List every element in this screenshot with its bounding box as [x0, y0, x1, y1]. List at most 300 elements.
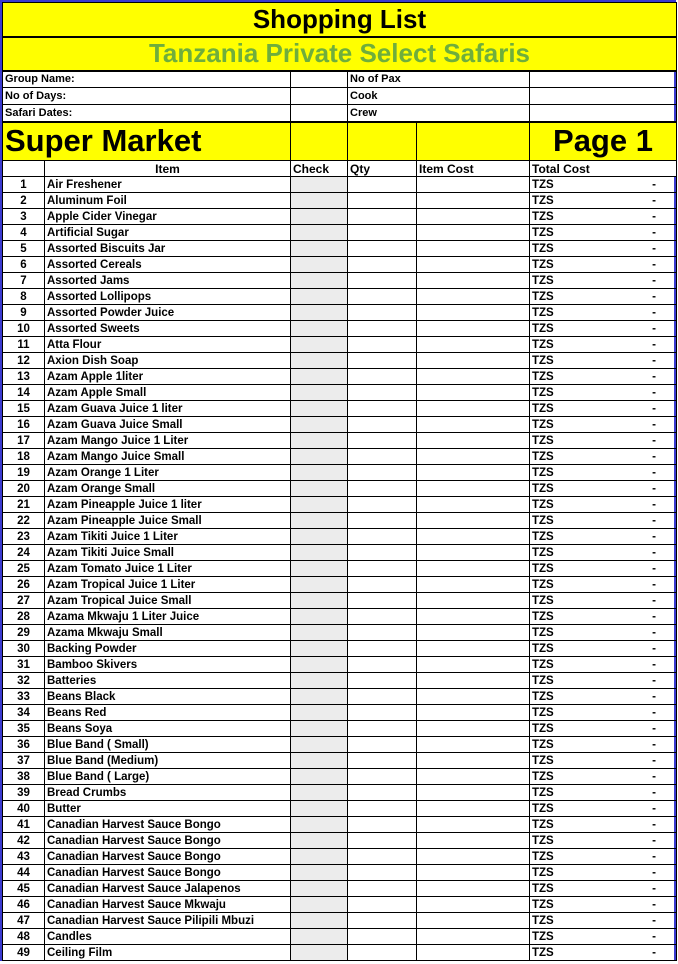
check-cell[interactable] [291, 913, 348, 929]
item-cost-cell[interactable] [417, 865, 530, 881]
total-dash: - [652, 370, 656, 383]
qty-cell[interactable] [348, 561, 417, 577]
table-row [3, 257, 677, 273]
row-number: 48 [3, 929, 45, 945]
item-name: Bamboo Skivers [45, 657, 291, 673]
check-cell[interactable] [291, 497, 348, 513]
item-cost-cell[interactable] [417, 465, 530, 481]
currency-label: TZS [532, 194, 554, 207]
currency-label: TZS [532, 322, 554, 335]
currency-label: TZS [532, 210, 554, 223]
check-cell[interactable] [291, 609, 348, 625]
check-cell[interactable] [291, 305, 348, 321]
no-of-pax-cell[interactable] [530, 71, 677, 88]
total-dash: - [652, 626, 656, 639]
item-name: Azam Apple 1liter [45, 369, 291, 385]
item-cost-cell[interactable] [417, 241, 530, 257]
check-cell[interactable] [291, 481, 348, 497]
item-cost-cell[interactable] [417, 385, 530, 401]
table-row [3, 241, 677, 257]
check-cell[interactable] [291, 625, 348, 641]
total-dash: - [652, 594, 656, 607]
check-cell[interactable] [291, 177, 348, 193]
check-cell[interactable] [291, 593, 348, 609]
qty-cell[interactable] [348, 289, 417, 305]
currency-label: TZS [532, 578, 554, 591]
check-cell[interactable] [291, 273, 348, 289]
currency-label: TZS [532, 674, 554, 687]
total-dash: - [652, 530, 656, 543]
qty-cell[interactable] [348, 577, 417, 593]
total-cost-cell [530, 225, 677, 241]
item-cost-cell[interactable] [417, 785, 530, 801]
currency-label: TZS [532, 514, 554, 527]
item-cost-cell[interactable] [417, 289, 530, 305]
row-number: 17 [3, 433, 45, 449]
qty-cell[interactable] [348, 753, 417, 769]
qty-cell[interactable] [348, 833, 417, 849]
row-number: 33 [3, 689, 45, 705]
company-name: Tanzania Private Select Safaris [3, 37, 677, 71]
item-cost-cell[interactable] [417, 353, 530, 369]
item-cost-cell[interactable] [417, 673, 530, 689]
currency-label: TZS [532, 258, 554, 271]
total-dash: - [652, 802, 656, 815]
item-cost-cell[interactable] [417, 881, 530, 897]
total-cost-cell [530, 273, 677, 289]
check-cell[interactable] [291, 769, 348, 785]
item-name: Canadian Harvest Sauce Bongo [45, 849, 291, 865]
currency-label: TZS [532, 866, 554, 879]
qty-cell[interactable] [348, 401, 417, 417]
currency-label: TZS [532, 770, 554, 783]
check-cell[interactable] [291, 289, 348, 305]
check-cell[interactable] [291, 881, 348, 897]
row-number: 41 [3, 817, 45, 833]
total-dash: - [652, 706, 656, 719]
table-row [3, 209, 677, 225]
row-number: 42 [3, 833, 45, 849]
qty-cell[interactable] [348, 529, 417, 545]
qty-cell[interactable] [348, 817, 417, 833]
check-cell[interactable] [291, 753, 348, 769]
qty-cell[interactable] [348, 785, 417, 801]
qty-cell[interactable] [348, 897, 417, 913]
total-dash: - [652, 450, 656, 463]
item-name: Air Freshener [45, 177, 291, 193]
currency-label: TZS [532, 690, 554, 703]
item-name: Azama Mkwaju Small [45, 625, 291, 641]
qty-cell[interactable] [348, 673, 417, 689]
total-cost-cell [530, 673, 677, 689]
qty-cell[interactable] [348, 657, 417, 673]
total-dash: - [652, 850, 656, 863]
qty-cell[interactable] [348, 721, 417, 737]
qty-cell[interactable] [348, 321, 417, 337]
table-row [3, 321, 677, 337]
check-cell[interactable] [291, 385, 348, 401]
check-cell[interactable] [291, 737, 348, 753]
item-cost-cell[interactable] [417, 497, 530, 513]
item-name: Azam Guava Juice 1 liter [45, 401, 291, 417]
qty-cell[interactable] [348, 545, 417, 561]
item-name: Assorted Biscuits Jar [45, 241, 291, 257]
qty-cell[interactable] [348, 625, 417, 641]
item-cost-cell[interactable] [417, 945, 530, 961]
table-row [3, 833, 677, 849]
table-row [3, 369, 677, 385]
item-cost-cell[interactable] [417, 177, 530, 193]
item-cost-cell[interactable] [417, 305, 530, 321]
currency-label: TZS [532, 530, 554, 543]
item-name: Azam Orange 1 Liter [45, 465, 291, 481]
item-cost-cell[interactable] [417, 369, 530, 385]
check-cell[interactable] [291, 401, 348, 417]
row-number: 29 [3, 625, 45, 641]
table-row [3, 721, 677, 737]
item-name: Azam Tropical Juice 1 Liter [45, 577, 291, 593]
qty-cell[interactable] [348, 929, 417, 945]
row-number: 30 [3, 641, 45, 657]
qty-cell[interactable] [348, 193, 417, 209]
qty-cell[interactable] [348, 705, 417, 721]
table-row [3, 945, 677, 961]
item-cost-cell[interactable] [417, 849, 530, 865]
row-number: 8 [3, 289, 45, 305]
item-cost-cell[interactable] [417, 337, 530, 353]
check-cell[interactable] [291, 945, 348, 961]
table-row [3, 273, 677, 289]
check-cell[interactable] [291, 337, 348, 353]
qty-cell[interactable] [348, 497, 417, 513]
total-cost-cell [530, 769, 677, 785]
item-cost-cell[interactable] [417, 705, 530, 721]
item-cost-cell[interactable] [417, 769, 530, 785]
total-cost-cell [530, 593, 677, 609]
total-dash: - [652, 322, 656, 335]
item-cost-cell[interactable] [417, 401, 530, 417]
item-cost-cell[interactable] [417, 577, 530, 593]
item-cost-cell[interactable] [417, 737, 530, 753]
qty-cell[interactable] [348, 273, 417, 289]
check-cell[interactable] [291, 433, 348, 449]
item-cost-cell[interactable] [417, 609, 530, 625]
check-cell[interactable] [291, 353, 348, 369]
total-dash: - [652, 210, 656, 223]
table-row [3, 401, 677, 417]
item-cost-cell[interactable] [417, 753, 530, 769]
table-row [3, 641, 677, 657]
table-row [3, 769, 677, 785]
table-row [3, 497, 677, 513]
check-cell[interactable] [291, 369, 348, 385]
qty-cell[interactable] [348, 881, 417, 897]
total-dash: - [652, 674, 656, 687]
row-number: 16 [3, 417, 45, 433]
total-dash: - [652, 738, 656, 751]
item-cost-cell[interactable] [417, 513, 530, 529]
item-cost-cell[interactable] [417, 625, 530, 641]
qty-cell[interactable] [348, 737, 417, 753]
total-cost-cell [530, 241, 677, 257]
row-number: 44 [3, 865, 45, 881]
check-cell[interactable] [291, 801, 348, 817]
check-cell[interactable] [291, 833, 348, 849]
currency-label: TZS [532, 178, 554, 191]
qty-cell[interactable] [348, 769, 417, 785]
table-row [3, 817, 677, 833]
check-cell[interactable] [291, 545, 348, 561]
check-cell[interactable] [291, 561, 348, 577]
row-number: 25 [3, 561, 45, 577]
check-cell[interactable] [291, 529, 348, 545]
item-name: Bread Crumbs [45, 785, 291, 801]
total-cost-cell [530, 369, 677, 385]
qty-cell[interactable] [348, 385, 417, 401]
item-name: Blue Band (Medium) [45, 753, 291, 769]
item-cost-cell[interactable] [417, 833, 530, 849]
item-cost-cell[interactable] [417, 641, 530, 657]
item-cost-cell[interactable] [417, 801, 530, 817]
item-cost-cell[interactable] [417, 529, 530, 545]
row-number: 22 [3, 513, 45, 529]
table-row [3, 593, 677, 609]
check-cell[interactable] [291, 465, 348, 481]
row-number: 18 [3, 449, 45, 465]
item-cost-cell[interactable] [417, 209, 530, 225]
row-number: 39 [3, 785, 45, 801]
row-number: 4 [3, 225, 45, 241]
item-name: Assorted Jams [45, 273, 291, 289]
row-number: 20 [3, 481, 45, 497]
total-dash: - [652, 306, 656, 319]
check-cell[interactable] [291, 705, 348, 721]
row-number: 1 [3, 177, 45, 193]
qty-cell[interactable] [348, 449, 417, 465]
crew-cell[interactable] [530, 105, 677, 122]
total-cost-cell [530, 577, 677, 593]
item-cost-cell[interactable] [417, 689, 530, 705]
total-dash: - [652, 690, 656, 703]
qty-cell[interactable] [348, 177, 417, 193]
check-cell[interactable] [291, 513, 348, 529]
table-row [3, 305, 677, 321]
item-cost-cell[interactable] [417, 481, 530, 497]
qty-cell[interactable] [348, 913, 417, 929]
total-cost-cell [530, 945, 677, 961]
cook-cell[interactable] [530, 88, 677, 105]
check-cell[interactable] [291, 417, 348, 433]
qty-cell[interactable] [348, 305, 417, 321]
item-name: Canadian Harvest Sauce Bongo [45, 833, 291, 849]
currency-label: TZS [532, 914, 554, 927]
total-dash: - [652, 498, 656, 511]
total-cost-cell [530, 833, 677, 849]
safari-dates-cell[interactable] [291, 105, 348, 122]
item-name: Beans Soya [45, 721, 291, 737]
currency-label: TZS [532, 658, 554, 671]
total-cost-cell [530, 513, 677, 529]
check-cell[interactable] [291, 257, 348, 273]
table-row [3, 705, 677, 721]
total-cost-cell [530, 753, 677, 769]
qty-cell[interactable] [348, 241, 417, 257]
check-cell[interactable] [291, 865, 348, 881]
table-row [3, 545, 677, 561]
table-row [3, 849, 677, 865]
no-of-days-label: No of Days: [3, 88, 291, 105]
row-number: 38 [3, 769, 45, 785]
qty-cell[interactable] [348, 225, 417, 241]
qty-cell[interactable] [348, 945, 417, 961]
item-name: Canadian Harvest Sauce Pilipili Mbuzi [45, 913, 291, 929]
item-name: Artificial Sugar [45, 225, 291, 241]
item-cost-cell[interactable] [417, 929, 530, 945]
table-row [3, 897, 677, 913]
check-cell[interactable] [291, 641, 348, 657]
qty-cell[interactable] [348, 337, 417, 353]
qty-cell[interactable] [348, 353, 417, 369]
qty-cell[interactable] [348, 481, 417, 497]
check-cell[interactable] [291, 689, 348, 705]
item-cost-cell[interactable] [417, 657, 530, 673]
qty-cell[interactable] [348, 689, 417, 705]
table-row [3, 609, 677, 625]
table-row [3, 657, 677, 673]
check-cell[interactable] [291, 225, 348, 241]
qty-cell[interactable] [348, 801, 417, 817]
currency-label: TZS [532, 306, 554, 319]
qty-cell[interactable] [348, 209, 417, 225]
total-dash: - [652, 434, 656, 447]
check-cell[interactable] [291, 897, 348, 913]
item-cost-cell[interactable] [417, 593, 530, 609]
item-name: Blue Band ( Small) [45, 737, 291, 753]
total-dash: - [652, 770, 656, 783]
qty-cell[interactable] [348, 593, 417, 609]
item-cost-cell[interactable] [417, 817, 530, 833]
row-number: 26 [3, 577, 45, 593]
total-cost-cell [530, 657, 677, 673]
item-cost-cell[interactable] [417, 897, 530, 913]
item-cost-cell[interactable] [417, 721, 530, 737]
total-cost-cell [530, 865, 677, 881]
table-row [3, 449, 677, 465]
currency-label: TZS [532, 242, 554, 255]
check-cell[interactable] [291, 929, 348, 945]
check-cell[interactable] [291, 193, 348, 209]
qty-cell[interactable] [348, 257, 417, 273]
group-name-cell[interactable] [291, 71, 348, 88]
item-name: Beans Black [45, 689, 291, 705]
item-cost-cell[interactable] [417, 321, 530, 337]
row-number: 13 [3, 369, 45, 385]
total-dash: - [652, 354, 656, 367]
item-cost-cell[interactable] [417, 225, 530, 241]
item-name: Assorted Sweets [45, 321, 291, 337]
check-cell[interactable] [291, 577, 348, 593]
check-cell[interactable] [291, 209, 348, 225]
table-row [3, 673, 677, 689]
total-cost-cell [530, 913, 677, 929]
cook-label: Cook [348, 88, 530, 105]
total-cost-cell [530, 849, 677, 865]
qty-cell[interactable] [348, 369, 417, 385]
row-number: 45 [3, 881, 45, 897]
total-cost-cell [530, 545, 677, 561]
table-row [3, 801, 677, 817]
item-cost-cell[interactable] [417, 449, 530, 465]
check-cell[interactable] [291, 449, 348, 465]
table-row [3, 465, 677, 481]
check-cell[interactable] [291, 817, 348, 833]
check-cell[interactable] [291, 849, 348, 865]
row-number: 21 [3, 497, 45, 513]
total-dash: - [652, 722, 656, 735]
no-of-days-cell[interactable] [291, 88, 348, 105]
table-row [3, 417, 677, 433]
total-dash: - [652, 642, 656, 655]
total-dash: - [652, 658, 656, 671]
currency-label: TZS [532, 226, 554, 239]
qty-cell[interactable] [348, 417, 417, 433]
row-number: 40 [3, 801, 45, 817]
item-cost-cell[interactable] [417, 913, 530, 929]
item-cost-cell[interactable] [417, 273, 530, 289]
item-name: Atta Flour [45, 337, 291, 353]
currency-label: TZS [532, 946, 554, 959]
item-cost-cell[interactable] [417, 193, 530, 209]
header-qty: Qty [348, 161, 417, 177]
item-cost-cell[interactable] [417, 561, 530, 577]
qty-cell[interactable] [348, 849, 417, 865]
qty-cell[interactable] [348, 641, 417, 657]
currency-label: TZS [532, 370, 554, 383]
row-number: 27 [3, 593, 45, 609]
shopping-list-table [2, 2, 677, 961]
check-cell[interactable] [291, 721, 348, 737]
item-cost-cell[interactable] [417, 257, 530, 273]
check-cell[interactable] [291, 321, 348, 337]
qty-cell[interactable] [348, 433, 417, 449]
item-cost-cell[interactable] [417, 417, 530, 433]
qty-cell[interactable] [348, 609, 417, 625]
item-cost-cell[interactable] [417, 545, 530, 561]
check-cell[interactable] [291, 241, 348, 257]
check-cell[interactable] [291, 657, 348, 673]
item-cost-cell[interactable] [417, 433, 530, 449]
qty-cell[interactable] [348, 513, 417, 529]
currency-label: TZS [532, 882, 554, 895]
row-number: 49 [3, 945, 45, 961]
item-name: Canadian Harvest Sauce Bongo [45, 865, 291, 881]
qty-cell[interactable] [348, 465, 417, 481]
total-cost-cell [530, 705, 677, 721]
check-cell[interactable] [291, 785, 348, 801]
table-row [3, 577, 677, 593]
check-cell[interactable] [291, 673, 348, 689]
no-of-pax-label: No of Pax [348, 71, 530, 88]
total-dash: - [652, 338, 656, 351]
qty-cell[interactable] [348, 865, 417, 881]
row-number: 24 [3, 545, 45, 561]
total-cost-cell [530, 417, 677, 433]
row-number: 23 [3, 529, 45, 545]
table-row [3, 513, 677, 529]
row-number: 5 [3, 241, 45, 257]
total-cost-cell [530, 497, 677, 513]
total-dash: - [652, 242, 656, 255]
